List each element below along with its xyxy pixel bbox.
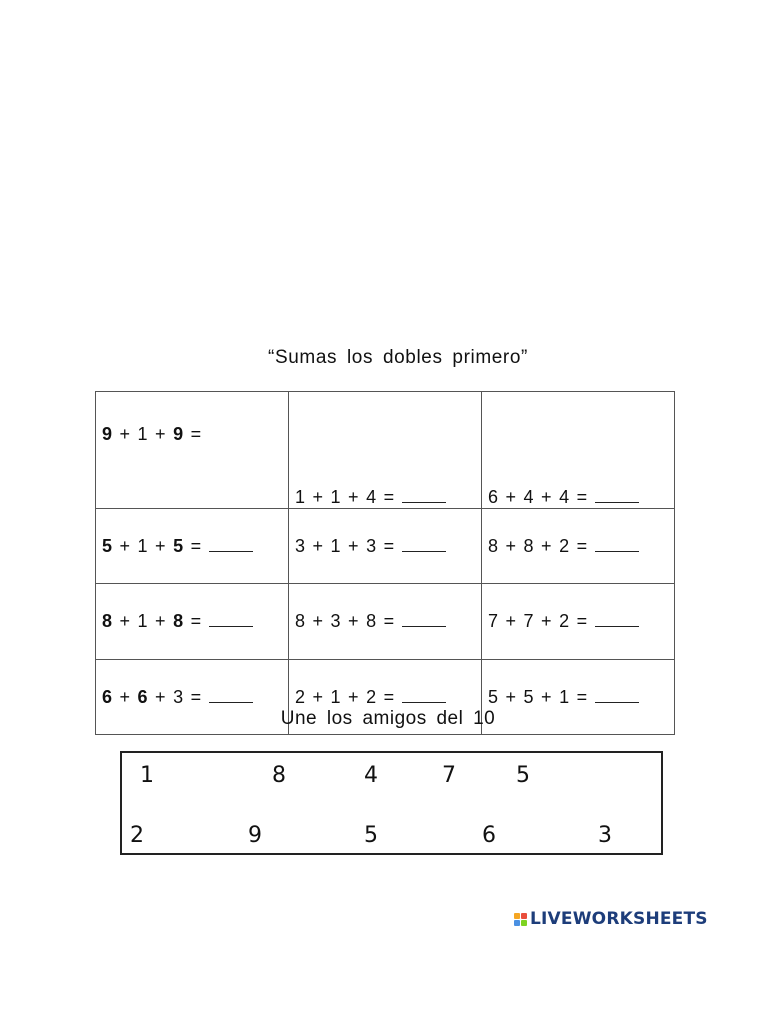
liveworksheets-logo — [514, 909, 708, 929]
sums-table — [95, 391, 675, 735]
answer-blank[interactable] — [402, 612, 446, 627]
answer-blank[interactable] — [402, 537, 446, 552]
addend: 7 — [488, 611, 499, 631]
equation — [488, 487, 639, 507]
addend: 3 — [173, 686, 184, 707]
equals-sign: = — [383, 487, 395, 507]
table-row — [96, 509, 675, 584]
plus-sign: + — [155, 535, 167, 556]
answer-blank[interactable] — [595, 688, 639, 703]
addend: 8 — [523, 535, 535, 556]
equals-sign: = — [190, 424, 202, 444]
equation — [102, 536, 253, 556]
addend: 5 — [173, 535, 184, 556]
addend: 8 — [102, 611, 113, 631]
equation — [488, 536, 639, 556]
equals-sign: = — [383, 611, 395, 631]
addend: 1 — [330, 686, 342, 707]
plus-sign: + — [541, 686, 553, 707]
table-row — [96, 392, 675, 509]
equation-cell — [289, 584, 482, 660]
addend: 3 — [330, 611, 342, 631]
match-number-top[interactable]: 1 — [140, 763, 154, 788]
plus-sign: + — [119, 686, 131, 707]
plus-sign: + — [505, 535, 517, 556]
plus-sign: + — [119, 611, 131, 631]
logo-text: LIVEWORKSHEETS — [530, 909, 708, 929]
answer-blank[interactable] — [402, 488, 446, 503]
equation — [295, 536, 446, 556]
equation-cell — [96, 509, 289, 584]
addend: 3 — [295, 535, 306, 556]
equation-cell — [482, 392, 675, 509]
match-number-bottom[interactable]: 2 — [130, 823, 144, 848]
addend: 9 — [173, 424, 184, 444]
match-number-top[interactable]: 8 — [272, 763, 286, 788]
equation — [295, 687, 446, 707]
equation — [102, 687, 253, 707]
addend: 4 — [523, 487, 535, 507]
plus-sign: + — [348, 535, 360, 556]
addend: 1 — [137, 535, 149, 556]
match-number-top[interactable]: 4 — [364, 763, 378, 788]
equals-sign: = — [190, 686, 202, 707]
addend: 6 — [488, 487, 499, 507]
addend: 5 — [488, 686, 499, 707]
equation-cell — [96, 584, 289, 660]
equals-sign: = — [576, 611, 588, 631]
equals-sign: = — [576, 686, 588, 707]
plus-sign: + — [155, 424, 167, 444]
answer-blank[interactable] — [595, 488, 639, 503]
addend: 8 — [173, 611, 184, 631]
plus-sign: + — [119, 424, 131, 444]
logo-blocks-icon — [514, 913, 527, 926]
logo-block — [514, 913, 520, 919]
plus-sign: + — [312, 686, 324, 707]
addend: 2 — [366, 686, 377, 707]
addend: 6 — [137, 686, 149, 707]
number-matching-box — [120, 751, 663, 855]
addend: 1 — [330, 535, 342, 556]
addend: 2 — [295, 686, 306, 707]
match-number-bottom[interactable]: 3 — [598, 823, 612, 848]
plus-sign: + — [348, 487, 360, 507]
addend: 1 — [137, 424, 149, 444]
equation — [488, 611, 639, 631]
plus-sign: + — [541, 611, 553, 631]
equation-cell — [96, 392, 289, 509]
addend: 8 — [295, 611, 306, 631]
plus-sign: + — [541, 487, 553, 507]
answer-blank[interactable] — [402, 688, 446, 703]
plus-sign: + — [155, 686, 167, 707]
addend: 1 — [330, 487, 342, 507]
logo-block — [514, 920, 520, 926]
equation-cell — [482, 584, 675, 660]
equation — [295, 611, 446, 631]
addend: 5 — [102, 535, 113, 556]
equation-cell — [289, 392, 482, 509]
logo-block — [521, 913, 527, 919]
equals-sign: = — [576, 487, 588, 507]
addend: 8 — [488, 535, 499, 556]
equation — [295, 487, 446, 507]
addend: 5 — [523, 686, 535, 707]
plus-sign: + — [348, 686, 360, 707]
addend: 8 — [366, 611, 377, 631]
addend: 4 — [559, 487, 570, 507]
logo-block — [521, 920, 527, 926]
addend: 4 — [366, 487, 377, 507]
plus-sign: + — [348, 611, 360, 631]
equation-cell — [482, 509, 675, 584]
addend: 1 — [137, 611, 149, 631]
answer-blank[interactable] — [209, 688, 253, 703]
plus-sign: + — [541, 535, 553, 556]
addend: 2 — [559, 535, 570, 556]
equation — [102, 424, 209, 444]
plus-sign: + — [119, 535, 131, 556]
plus-sign: + — [312, 535, 324, 556]
equals-sign: = — [383, 686, 395, 707]
match-number-top[interactable]: 7 — [442, 763, 456, 788]
match-number-bottom[interactable]: 6 — [482, 823, 496, 848]
addend: 7 — [523, 611, 535, 631]
equation — [488, 687, 639, 707]
addend: 1 — [559, 686, 570, 707]
equals-sign: = — [190, 535, 202, 556]
match-number-bottom[interactable]: 5 — [364, 823, 378, 848]
equals-sign: = — [576, 535, 588, 556]
addend: 9 — [102, 424, 113, 444]
match-number-top[interactable]: 5 — [516, 763, 530, 788]
plus-sign: + — [312, 611, 324, 631]
answer-blank[interactable] — [595, 537, 639, 552]
plus-sign: + — [505, 487, 517, 507]
equation-cell — [289, 509, 482, 584]
plus-sign: + — [505, 611, 517, 631]
equals-sign: = — [383, 535, 395, 556]
answer-blank[interactable] — [209, 612, 253, 627]
equals-sign: = — [190, 611, 202, 631]
addend: 2 — [559, 611, 570, 631]
answer-blank[interactable] — [595, 612, 639, 627]
plus-sign: + — [505, 686, 517, 707]
addend: 3 — [366, 535, 377, 556]
plus-sign: + — [312, 487, 324, 507]
match-number-bottom[interactable]: 9 — [248, 823, 262, 848]
addend: 6 — [102, 686, 113, 707]
equation — [102, 611, 253, 631]
table-row — [96, 584, 675, 660]
answer-blank[interactable] — [209, 537, 253, 552]
matching-title: Une los amigos del 10 — [280, 708, 496, 729]
plus-sign: + — [155, 611, 167, 631]
worksheet-title: “Sumas los dobles primero” — [268, 347, 528, 368]
addend: 1 — [295, 487, 306, 507]
